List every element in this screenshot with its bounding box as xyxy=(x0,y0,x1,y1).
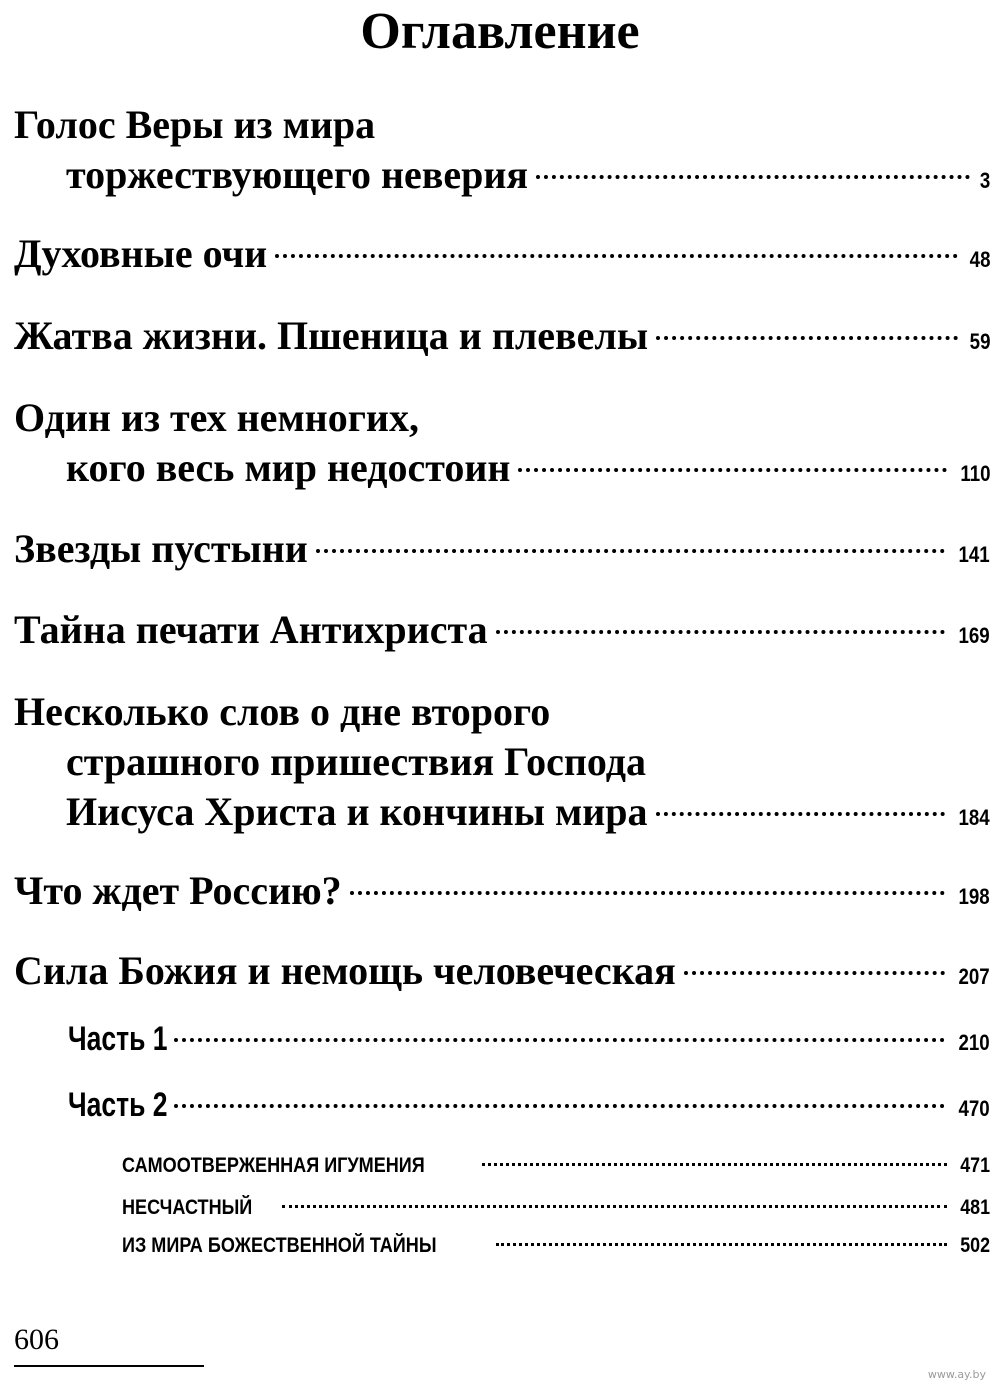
entry-page-number: 59 xyxy=(969,329,990,354)
toc-entry xyxy=(14,687,990,843)
toc-subsection xyxy=(122,1231,990,1261)
entry-title-line: страшного пришествия Господа xyxy=(66,739,646,784)
entry-page-number: 198 xyxy=(958,884,990,909)
toc-entry xyxy=(14,946,990,1002)
subsection-page-number: 471 xyxy=(960,1154,990,1177)
dot-leader xyxy=(316,549,945,553)
toc-entry xyxy=(14,393,990,499)
subsection-title: САМООТВЕРЖЕННАЯ ИГУМЕНИЯ xyxy=(122,1154,425,1177)
dot-leader xyxy=(518,468,946,472)
entry-title-line: Звезды пустыни xyxy=(14,526,308,571)
toc-entry xyxy=(14,100,990,206)
dot-leader xyxy=(174,1038,946,1042)
toc-part xyxy=(68,1082,990,1132)
dot-leader xyxy=(656,812,946,816)
toc-subsection xyxy=(122,1151,990,1181)
part-title: Часть 2 xyxy=(68,1086,168,1124)
entry-title-line: Иисуса Христа и кончины мира xyxy=(66,789,648,834)
folio-page-number: 606 xyxy=(14,1323,59,1356)
dot-leader xyxy=(684,971,946,975)
dot-leader xyxy=(656,336,957,340)
entry-title-line: Голос Веры из мира xyxy=(14,102,376,147)
entry-title-line: кого весь мир недостоин xyxy=(66,445,511,490)
entry-page-number: 184 xyxy=(958,805,990,830)
toc-subsection xyxy=(122,1193,990,1223)
entry-page-number: 169 xyxy=(958,623,990,648)
toc-entry xyxy=(14,229,990,285)
dot-leader xyxy=(536,175,970,179)
dot-leader xyxy=(275,254,957,258)
toc-part xyxy=(68,1016,990,1066)
toc-entry xyxy=(14,866,990,922)
toc-entry xyxy=(14,605,990,661)
entry-page-number: 141 xyxy=(958,542,990,567)
entry-page-number: 48 xyxy=(969,247,990,272)
subsection-page-number: 502 xyxy=(960,1234,990,1257)
part-page-number: 470 xyxy=(958,1096,990,1121)
dot-leader xyxy=(482,1163,947,1166)
dot-leader xyxy=(282,1205,947,1208)
entry-title-line: Жатва жизни. Пшеница и плевелы xyxy=(14,313,649,358)
entry-page-number: 110 xyxy=(959,461,990,486)
footer-rule xyxy=(14,1365,204,1367)
page-title: Оглавление xyxy=(360,3,640,60)
toc-entry xyxy=(14,524,990,580)
entry-page-number: 3 xyxy=(979,168,990,193)
entry-title-line: Несколько слов о дне второго xyxy=(14,689,551,734)
entry-title-line: Духовные очи xyxy=(14,231,268,276)
entry-title-line: Сила Божия и немощь человеческая xyxy=(14,948,676,993)
dot-leader xyxy=(350,891,946,895)
dot-leader xyxy=(174,1104,946,1108)
watermark: www.ay.by xyxy=(927,1368,986,1381)
part-title: Часть 1 xyxy=(68,1020,168,1058)
subsection-page-number: 481 xyxy=(960,1196,990,1219)
entry-title-line: торжествующего неверия xyxy=(66,152,529,197)
entry-page-number: 207 xyxy=(958,964,990,989)
part-page-number: 210 xyxy=(958,1030,990,1055)
dot-leader xyxy=(496,1243,947,1246)
entry-title-line: Что ждет Россию? xyxy=(14,868,342,913)
subsection-title: ИЗ МИРА БОЖЕСТВЕННОЙ ТАЙНЫ xyxy=(122,1234,437,1257)
toc-entry xyxy=(14,311,990,367)
entry-title-line: Тайна печати Антихриста xyxy=(14,607,488,652)
dot-leader xyxy=(496,630,946,634)
subsection-title: НЕСЧАСТНЫЙ xyxy=(122,1196,253,1219)
entry-title-line: Один из тех немногих, xyxy=(14,395,419,440)
